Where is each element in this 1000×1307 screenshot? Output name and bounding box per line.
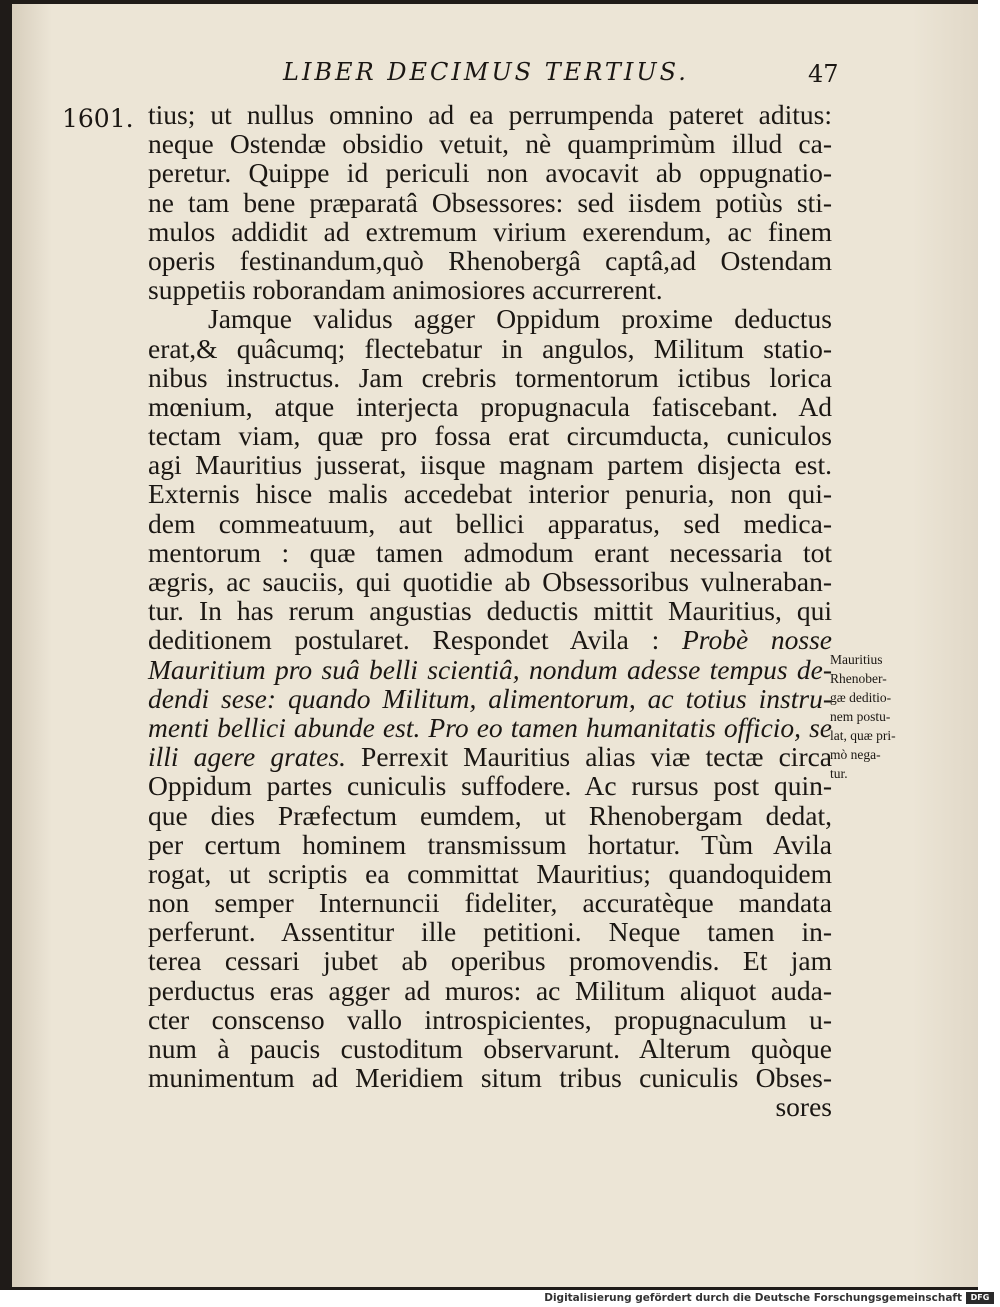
- text-line: tur. In has rerum angustias deductis mittit Mauritius, qui: [148, 595, 832, 627]
- text-line: ne tam bene præparatâ Obsessores: sed iisdem potiùs sti-: [148, 186, 832, 218]
- text-line: agi Mauritius jusserat, iisque magnam partem disjecta est.: [148, 449, 832, 481]
- text-line: rogat, ut scriptis ea committat Mauritius; quandoquidem: [148, 857, 832, 889]
- text-line: perductus eras agger ad muros: ac Militum aliquot auda-: [148, 974, 832, 1006]
- text-line: Mauritium pro suâ belli scientiâ, nondum adesse tempus de-: [148, 653, 832, 685]
- text-line: mentorum : quæ tamen admodum erant necessaria tot: [148, 536, 832, 568]
- text-line: menti bellici abunde est. Pro eo tamen humanitatis officio, se: [148, 711, 832, 743]
- text-line: mulos addidit ad extremum virium exerendum, ac finem: [148, 215, 832, 247]
- margin-note: [830, 650, 940, 783]
- text-line: non semper Internuncii fideliter, accuratèque mandata: [148, 887, 832, 919]
- text-line: operis festinandum,quò Rhenobergâ captâ,ad Ostendam: [148, 244, 832, 276]
- text-line: suppetiis roborandam animosiores accurrerent.: [148, 274, 663, 306]
- footer-bar: [0, 1290, 1000, 1307]
- text-line: perferunt. Assentitur ille petitioni. Neque tamen in-: [148, 916, 832, 948]
- text-line: Jamque validus agger Oppidum proxime deductus: [208, 303, 832, 335]
- italic-segment: illi agere grates.: [148, 741, 346, 773]
- catchword: sores: [775, 1091, 832, 1123]
- footer-credit: Digitalisierung gefördert durch die Deutsche Forschungsgemeinschaft: [544, 1292, 962, 1304]
- margin-note-line: gæ deditio-: [830, 690, 892, 705]
- text-line: Externis hisce malis accedebat interior penuria, non qui-: [148, 478, 832, 510]
- text-line: Oppidum partes cuniculis suffodere. Ac rursus post quin-: [148, 770, 832, 802]
- text-line: dendi sese: quando Militum, alimentorum, ac totius instru-: [148, 682, 832, 714]
- text-line: num à paucis custoditum observarunt. Alterum quòque: [148, 1033, 832, 1064]
- text-line: dem commeatuum, aut bellici apparatus, sed medica-: [148, 507, 832, 539]
- text-line: per certum hominem transmissum hortatur. Tùm Avila: [148, 828, 832, 860]
- margin-note-line: mò nega-: [830, 747, 881, 762]
- margin-year: 1601.: [62, 104, 134, 133]
- margin-note-line: Mauritius: [830, 652, 883, 667]
- text-line: que dies Præfectum eumdem, ut Rhenobergam dedat,: [148, 799, 832, 831]
- text-line: mœnium, atque interjecta propugnacula fatiscebant. Ad: [148, 390, 832, 422]
- text-line: ægris, ac sauciis, qui quotidie ab Obsessoribus vulneraban-: [148, 566, 832, 597]
- margin-note-line: nem postu-: [830, 709, 891, 724]
- margin-note-line: Rhenober-: [830, 671, 887, 686]
- margin-note-line: tur.: [830, 766, 848, 781]
- text-line: munimentum ad Meridiem situm tribus cuniculis Obses-: [148, 1062, 832, 1094]
- page-number: 47: [808, 60, 839, 88]
- text-line: tectam viam, quæ pro fossa erat circumducta, cuniculos: [148, 420, 832, 452]
- text-line: tius; ut nullus omnino ad ea perrumpenda pateret aditus:: [148, 99, 832, 130]
- text-line: erat,& quâcumq; flectebatur in angulos, Militum statio-: [148, 332, 832, 364]
- italic-segment: Probè nosse: [681, 624, 832, 656]
- text-line: cter conscenso vallo introspicientes, propugnaculum u-: [148, 1003, 832, 1035]
- text-line: terea cessari jubet ab operibus promovendis. Et jam: [148, 945, 832, 977]
- dfg-logo: DFG: [966, 1292, 994, 1304]
- body-text: [148, 100, 832, 1122]
- text-line: nibus instructus. Jam crebris tormentorum ictibus lorica: [148, 361, 832, 393]
- text-line: [148, 742, 832, 771]
- text-line: peretur. Quippe id periculi non avocavit ab oppugnatio-: [148, 157, 832, 189]
- running-head: LIBER DECIMUS TERTIUS.: [283, 58, 689, 86]
- text-line: [148, 625, 832, 654]
- text-segment: deditionem postularet. Respondet Avila :: [148, 624, 660, 656]
- margin-note-line: lat, quæ pri-: [830, 728, 896, 743]
- scan-right-margin: [978, 0, 1000, 1290]
- text-segment: Perrexit Mauritius alias viæ tectæ circa: [361, 741, 833, 773]
- text-line: neque Ostendæ obsidio vetuit, nè quamprimùm illud ca-: [148, 128, 832, 160]
